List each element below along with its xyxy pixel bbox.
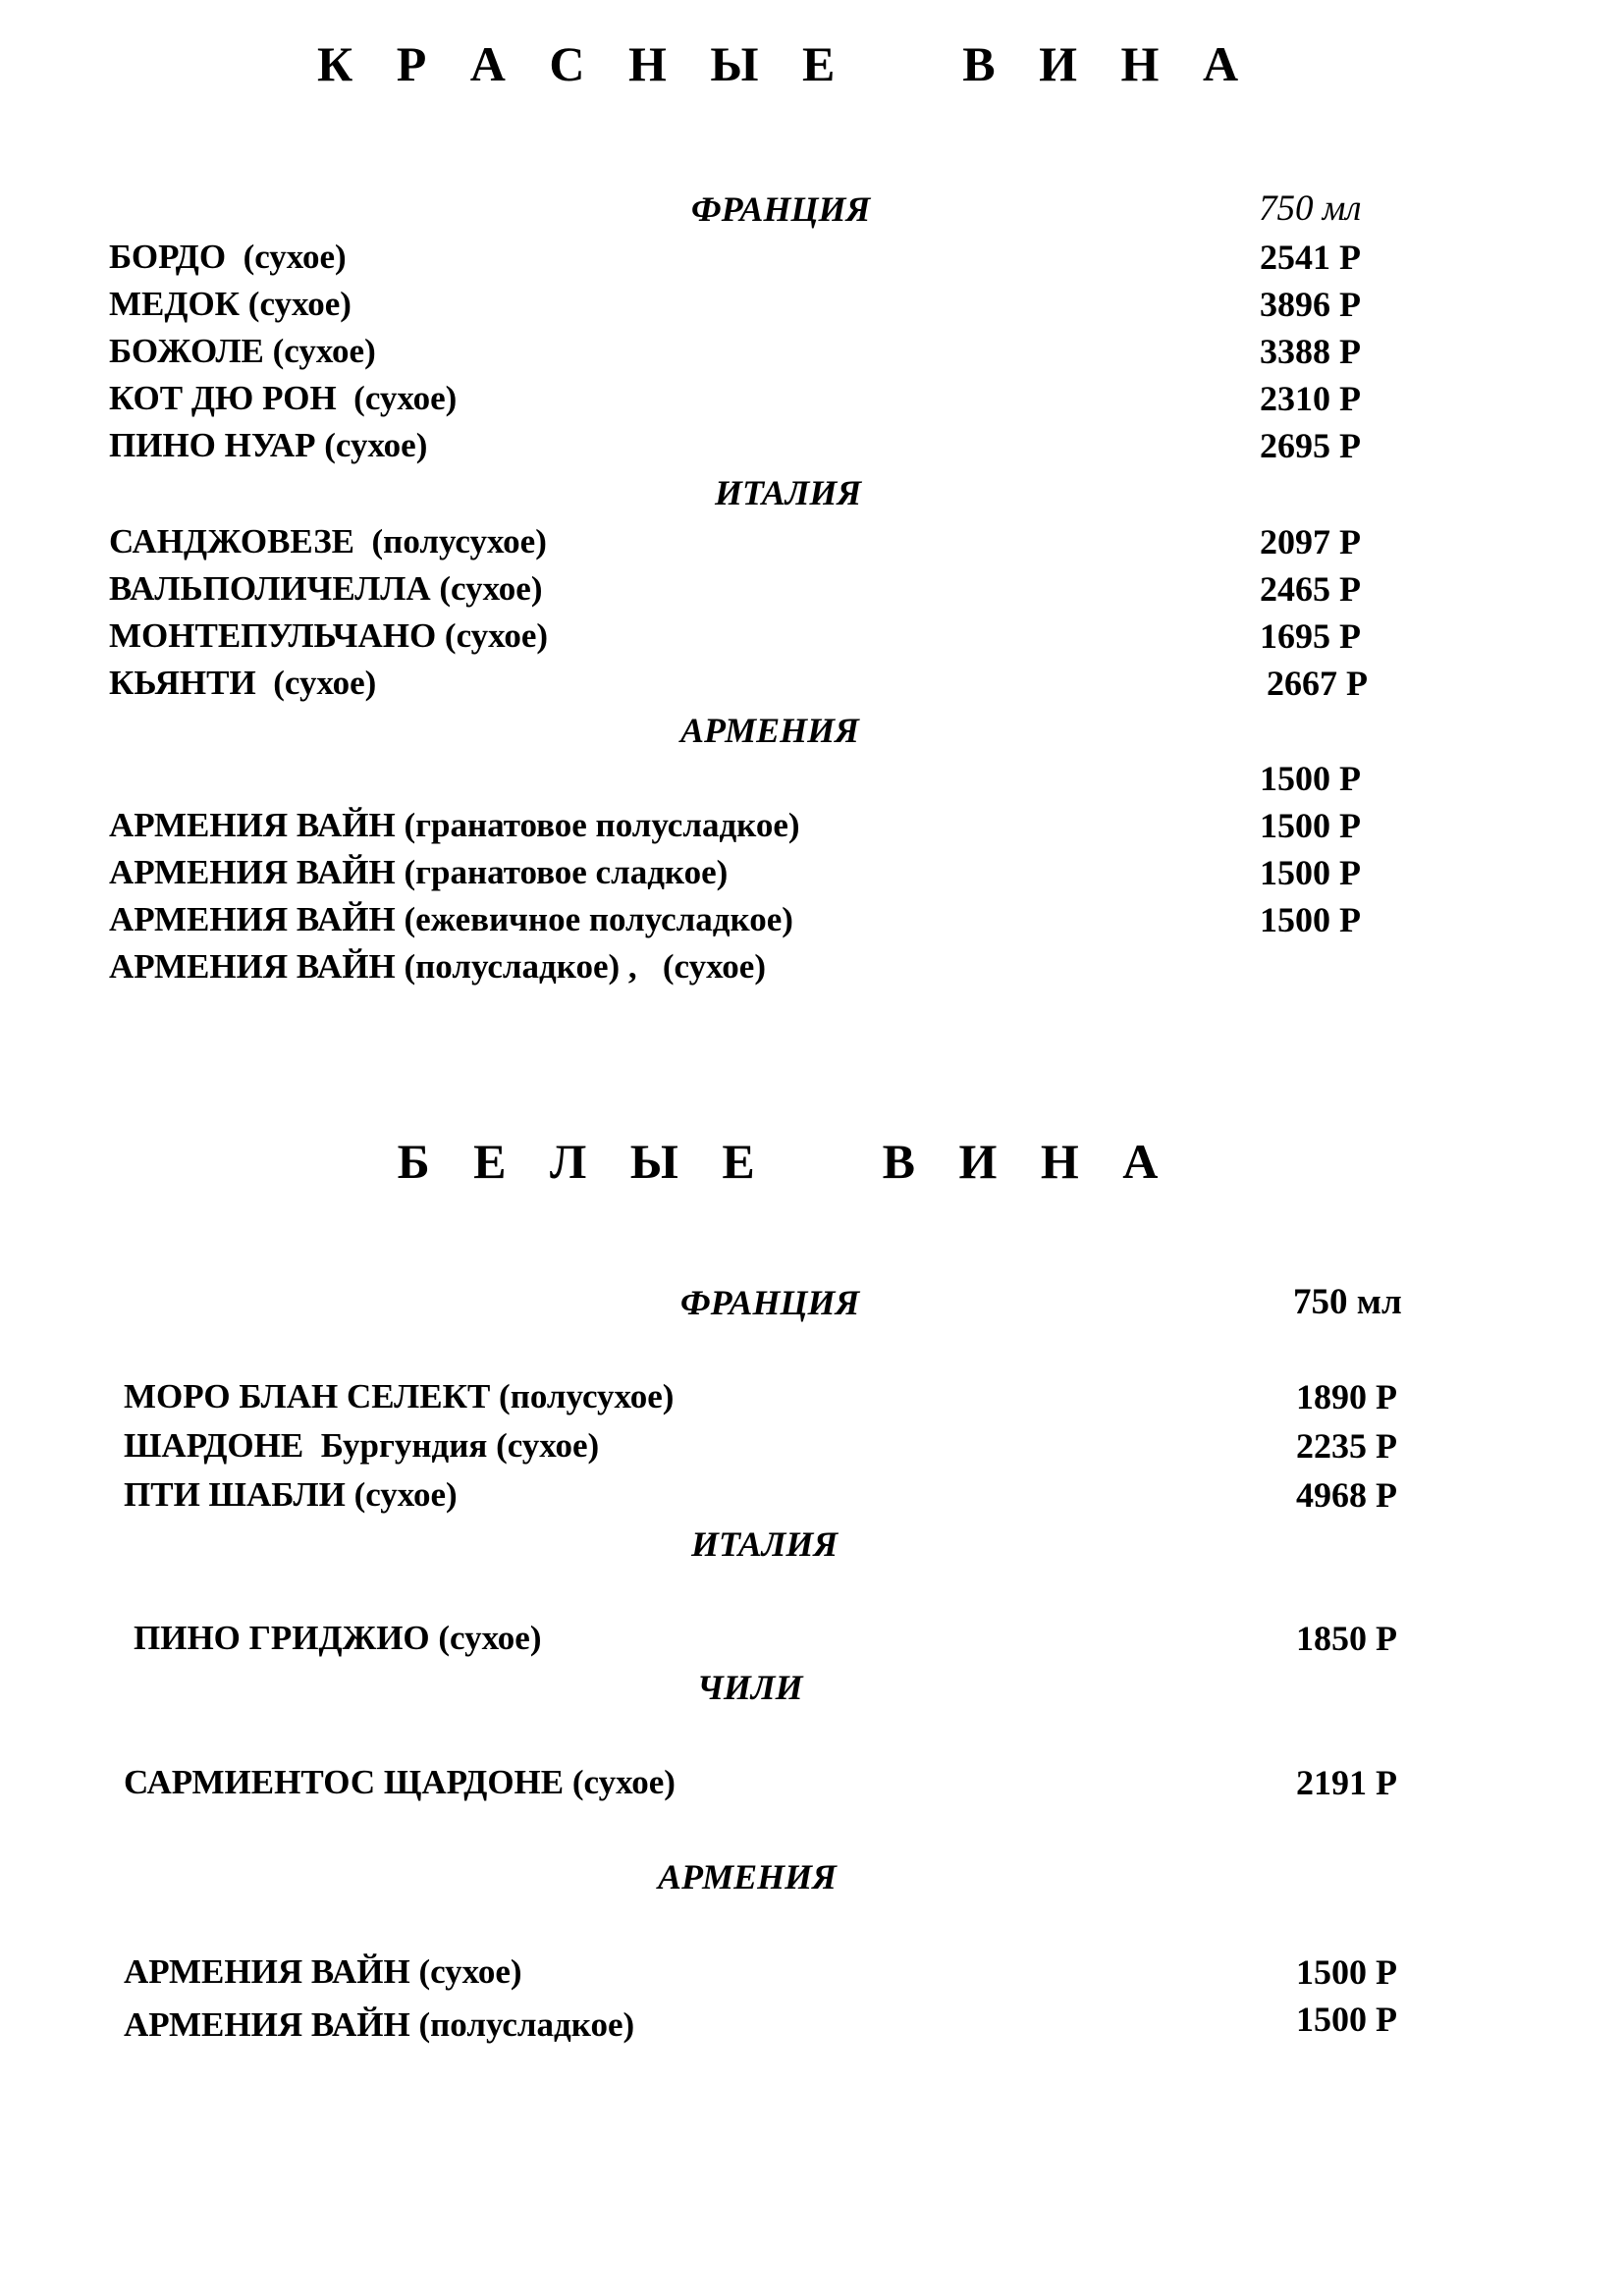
red-wine-name: МОНТЕПУЛЬЧАНО (сухое) <box>109 616 549 655</box>
red-wine-price: 1500 Р <box>1260 759 1361 798</box>
red-wine-name: ВАЛЬПОЛИЧЕЛЛА (сухое) <box>109 569 543 608</box>
red-wine-name: БОРДО (сухое) <box>109 238 347 276</box>
red-wine-price: 2465 Р <box>1260 569 1361 609</box>
white-country-armenia: АРМЕНИЯ <box>658 1857 837 1896</box>
red-wine-price: 2667 Р <box>1267 664 1368 703</box>
red-wine-name: АРМЕНИЯ ВАЙН (гранатовое сладкое) <box>109 853 729 891</box>
white-wine-price: 1850 Р <box>1296 1619 1397 1658</box>
red-wine-price: 1500 Р <box>1260 853 1361 892</box>
red-wine-price: 1500 Р <box>1260 806 1361 845</box>
red-wine-price: 2097 Р <box>1260 522 1361 561</box>
white-country-france: ФРАНЦИЯ <box>680 1283 860 1322</box>
white-country-chile: ЧИЛИ <box>697 1668 803 1707</box>
white-wine-name: ПТИ ШАБЛИ (сухое) <box>124 1475 458 1514</box>
red-wine-price: 2695 Р <box>1260 426 1361 465</box>
red-wine-price: 2541 Р <box>1260 238 1361 277</box>
red-wine-name: ПИНО НУАР (сухое) <box>109 426 428 464</box>
red-wine-name: АРМЕНИЯ ВАЙН (гранатовое полусладкое) <box>109 806 800 844</box>
white-wine-price: 1500 Р <box>1296 1952 1397 1992</box>
white-country-italy: ИТАЛИЯ <box>691 1524 839 1564</box>
red-wine-price: 3896 Р <box>1260 285 1361 324</box>
red-wine-name: БОЖОЛЕ (сухое) <box>109 332 376 370</box>
white-wine-price: 2235 Р <box>1296 1426 1397 1466</box>
white-wine-name: ШАРДОНЕ Бургундия (сухое) <box>124 1426 600 1465</box>
red-wine-name: АРМЕНИЯ ВАЙН (ежевичное полусладкое) <box>109 900 793 938</box>
white-wine-name: ПИНО ГРИДЖИО (сухое) <box>134 1619 542 1657</box>
white-volume-label: 750 мл <box>1293 1282 1402 1322</box>
white-wine-price: 1890 Р <box>1296 1377 1397 1416</box>
white-wine-name: САРМИЕНТОС ЩАРДОНЕ (сухое) <box>124 1763 676 1801</box>
white-wine-price: 1500 Р <box>1296 2000 1397 2039</box>
red-country-armenia: АРМЕНИЯ <box>680 711 859 750</box>
white-wines-title: Б Е Л Ы Е В И Н А <box>397 1134 1174 1189</box>
red-wine-name: САНДЖОВЕЗЕ (полусухое) <box>109 522 547 561</box>
white-wine-name: АРМЕНИЯ ВАЙН (полусладкое) <box>124 2005 635 2044</box>
red-wines-title: К Р А С Н Ы Е В И Н А <box>316 36 1255 91</box>
red-wine-name: АРМЕНИЯ ВАЙН (полусладкое) , (сухое) <box>109 947 766 986</box>
red-country-italy: ИТАЛИЯ <box>715 473 862 512</box>
red-wine-price: 2310 Р <box>1260 379 1361 418</box>
red-volume-label: 750 мл <box>1259 188 1362 229</box>
white-wine-name: АРМЕНИЯ ВАЙН (сухое) <box>124 1952 522 1991</box>
red-wine-price: 1500 Р <box>1260 900 1361 939</box>
red-wine-price: 1695 Р <box>1260 616 1361 656</box>
red-country-france: ФРАНЦИЯ <box>691 189 871 229</box>
white-wine-price: 2191 Р <box>1296 1763 1397 1802</box>
white-wine-price: 4968 Р <box>1296 1475 1397 1515</box>
red-wine-price: 3388 Р <box>1260 332 1361 371</box>
red-wine-name: КОТ ДЮ РОН (сухое) <box>109 379 458 417</box>
red-wine-name: МЕДОК (сухое) <box>109 285 352 323</box>
red-wine-name: КЬЯНТИ (сухое) <box>109 664 377 702</box>
white-wine-name: МОРО БЛАН СЕЛЕКТ (полусухое) <box>124 1377 675 1415</box>
